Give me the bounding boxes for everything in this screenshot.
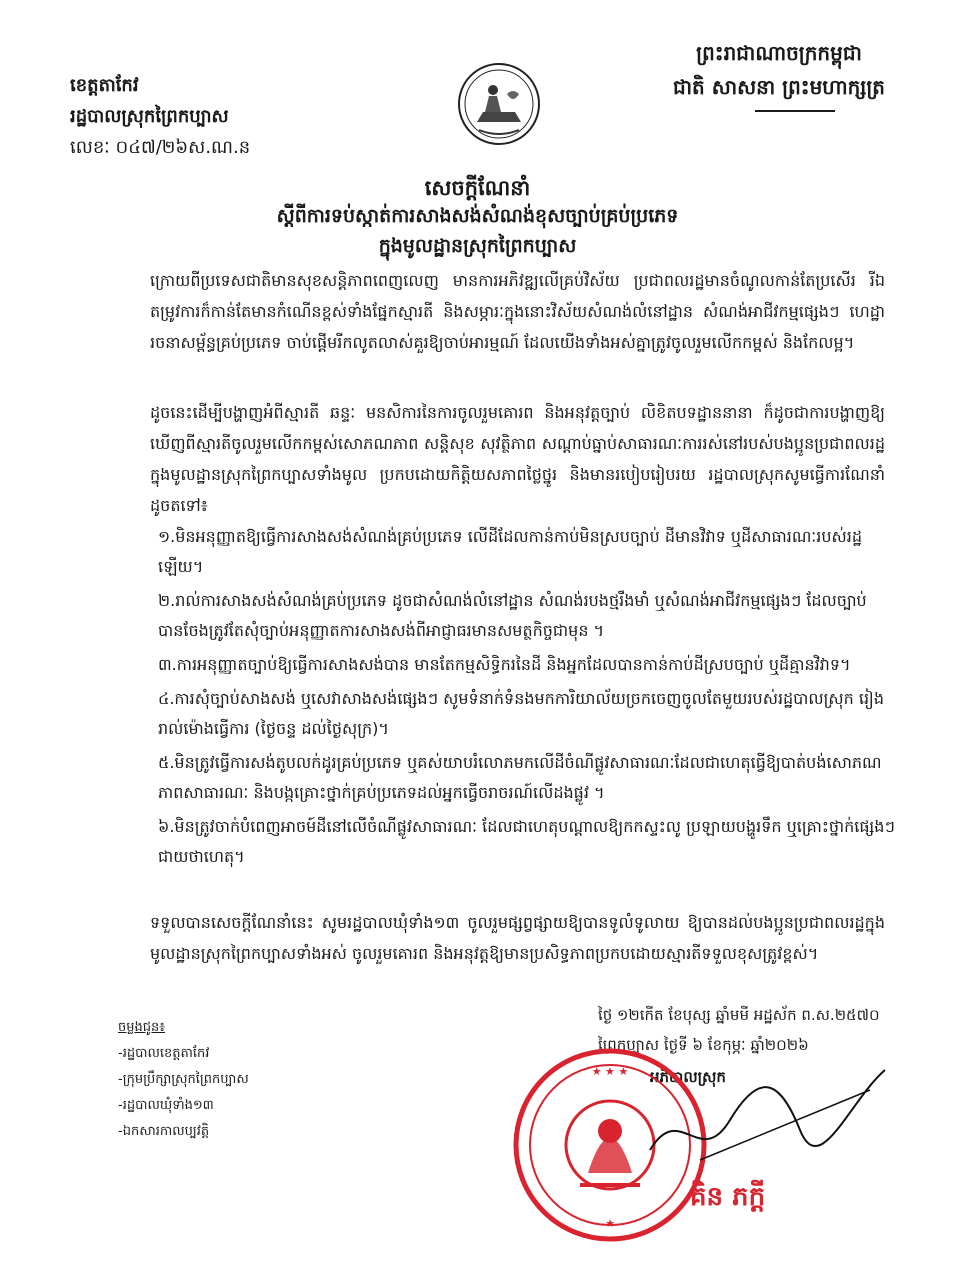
reference-number: លេខៈ ០៤៧/២៦ស.ណ.ន [70, 137, 251, 158]
list-item: ៣.ការអនុញ្ញាតច្បាប់ឱ្យធ្វើការសាងសង់បាន មានតែកម្មសិទ្ធិករនៃដី និងអ្នកដែលបានកាន់កាប់ដីស្របច្បាប់ ឬដីគ្មានវិវាទ។ [158, 655, 851, 674]
signer-role: អភិបាលស្រុក [650, 1068, 726, 1086]
document-title: សេចក្តីណែនាំ [424, 176, 531, 200]
lunar-date: ថ្ងៃ ១២កើត ខែបុស្ស ឆ្នាំមមី អដ្ឋស័ក ព.ស.២៥៧០ [598, 1006, 880, 1024]
list-item: -រដ្ឋបាលខេត្តតាកែវ [118, 1046, 210, 1061]
signer-name: គិន ភក្តី [690, 1182, 766, 1212]
list-item: ២.រាល់ការសាងសង់សំណង់គ្រប់ប្រភេទ ដូចជាសំណង់លំនៅដ្ឋាន សំណង់របងថ្មរឹងមាំ ឬសំណង់អាជីវកម្មផ្សេងៗ ដែលច្បាប់បានចែងត្រូវតែសុំច្បាប់អនុញ្ញាតការសាងសង់ពីអាជ្ញាធរមានសមត្ថកិច្ចជាមុន ។ [158, 591, 867, 640]
instruction-list [158, 522, 898, 876]
district-admin-name: រដ្ឋបាលស្រុកព្រៃកប្បាស [70, 106, 229, 127]
list-item: ៤.ការសុំច្បាប់សាងសង់ ឬសេវាសាងសង់ផ្សេងៗ សូមទំនាក់ទំនងមកការិយាល័យច្រកចេញចូលតែមួយរបស់រដ្ឋបាលស្រុក រៀងរាល់ម៉ោងធ្វើការ (ថ្ងៃចន្ទ ដល់ថ្ងៃសុក្រ)។ [158, 689, 884, 738]
list-item: -ឯកសារកាលប្បវត្តិ [118, 1124, 210, 1139]
list-item: -ក្រុមប្រឹក្សាស្រុកព្រៃកប្បាស [118, 1072, 249, 1087]
cc-title: ចម្លងជូន៖ [118, 1020, 165, 1035]
ministry-emblem-icon [455, 60, 543, 148]
list-item: ៦.មិនត្រូវចាក់បំពេញអាចម៍ដីនៅលើចំណីផ្លូវសាធារណៈ ដែលជាហេតុបណ្តាលឱ្យកកស្ទះលូ ប្រឡាយបង្ហូរទឹក ឬគ្រោះថ្នាក់ផ្សេងៗជាយថាហេតុ។ [158, 817, 895, 866]
cc-list [118, 1015, 249, 1145]
paragraph-intro: ក្រោយពីប្រទេសជាតិមានសុខសន្តិភាពពេញលេញ មានការអភិវឌ្ឍលើគ្រប់វិស័យ ប្រជាពលរដ្ឋមានចំណូលកាន់តែប្រសើរ រីឯតម្រូវការក៏កាន់តែមានកំណើនខ្ពស់ទាំងផ្នែកស្មារតី និងសម្ភារៈក្នុងនោះវិស័យសំណង់លំនៅដ្ឋាន សំណង់អាជីវកម្មផ្សេងៗ ហេដ្ឋារចនាសម្ព័ន្ធគ្រប់ប្រភេទ ចាប់ផ្តើមរីកលូតលាស់គួរឱ្យចាប់អារម្មណ៍ ដែលយើងទាំងអស់គ្នាត្រូវចូលរួមលើកកម្ពស់ និងកែលម្អ។ [150, 271, 885, 352]
kingdom-line: ព្រះរាជាណាចក្រកម្ពុជា [696, 41, 862, 65]
national-motto [673, 36, 885, 104]
document-subject: ស្តីពីការទប់ស្កាត់ការសាងសង់សំណង់ខុសច្បាប់គ្រប់ប្រភេទ [276, 205, 679, 227]
solar-date: ព្រៃកប្បាស ថ្ងៃទី ៦ ខែកុម្ភៈ ឆ្នាំ២០២៦ [598, 1036, 809, 1054]
motto-divider [755, 110, 835, 112]
issuer-block [70, 70, 250, 163]
document-scope: ក្នុងមូលដ្ឋានស្រុកព្រៃកប្បាស [378, 235, 577, 257]
list-item: ១.មិនអនុញ្ញាតឱ្យធ្វើការសាងសង់សំណង់គ្រប់ប្រភេទ លើដីដែលកាន់កាប់មិនស្របច្បាប់ ដីមានវិវាទ ឬដីសាធារណៈរបស់រដ្ឋឡើយ។ [158, 527, 862, 576]
svg-text:★: ★ [605, 1217, 615, 1230]
list-item: -រដ្ឋបាលឃុំទាំង១៣ [118, 1098, 214, 1113]
paragraph-closing: ទទួលបានសេចក្តីណែនាំនេះ សូមរដ្ឋបាលឃុំទាំង១៣ ចូលរួមផ្សព្វផ្សាយឱ្យបានទូលំទូលាយ ឱ្យបានដល់បងប្អូនប្រជាពលរដ្ឋក្នុងមូលដ្ឋានស្រុកព្រៃកប្បាសទាំងអស់ ចូលរួមគោរព និងអនុវត្តឱ្យមានប្រសិទ្ធភាពប្រកបដោយស្មារតីទទួលខុសត្រូវខ្ពស់។ [150, 913, 885, 963]
list-item: ៥.មិនត្រូវធ្វើការសង់តូបលក់ដូរគ្រប់ប្រភេទ ឬគស់យាបរំលោភមកលើដីចំណីផ្លូវសាធារណៈដែលជាហេតុធ្វើឱ្យបាត់បង់សោភណភាពសាធារណៈ និងបង្កគ្រោះថ្នាក់គ្រប់ប្រភេទដល់អ្នកធ្វើចរាចរណ៍លើដងផ្លូវ ។ [158, 753, 882, 802]
paragraph-purpose: ដូចនេះដើម្បីបង្ហាញអំពីស្មារតី ឆន្ទៈ មនសិការនៃការចូលរួមគោរព និងអនុវត្តច្បាប់ លិខិតបទដ្ឋាននានា ក៏ដូចជាការបង្ហាញឱ្យឃើញពីស្មារតីចូលរួមលើកកម្ពស់សោភណភាព សន្តិសុខ សុវត្ថិភាព សណ្តាប់ធ្នាប់សាធារណៈការរស់នៅរបស់បងប្អូនប្រជាពលរដ្ឋក្នុងមូលដ្ឋានស្រុកព្រៃកប្បាសទាំងមូល ប្រកបដោយកិត្តិយសភាពថ្លៃថ្នូរ និងមានរបៀបរៀបរយ រដ្ឋបាលស្រុកសូមធ្វើការណែនាំដូចតទៅ៖ [150, 403, 885, 515]
svg-text:★ ★ ★: ★ ★ ★ [591, 1065, 629, 1078]
motto-line: ជាតិ សាសនា ព្រះមហាក្សត្រ [673, 75, 885, 99]
handwritten-signature [640, 1060, 890, 1180]
province-name: ខេត្តតាកែវ [70, 75, 139, 96]
